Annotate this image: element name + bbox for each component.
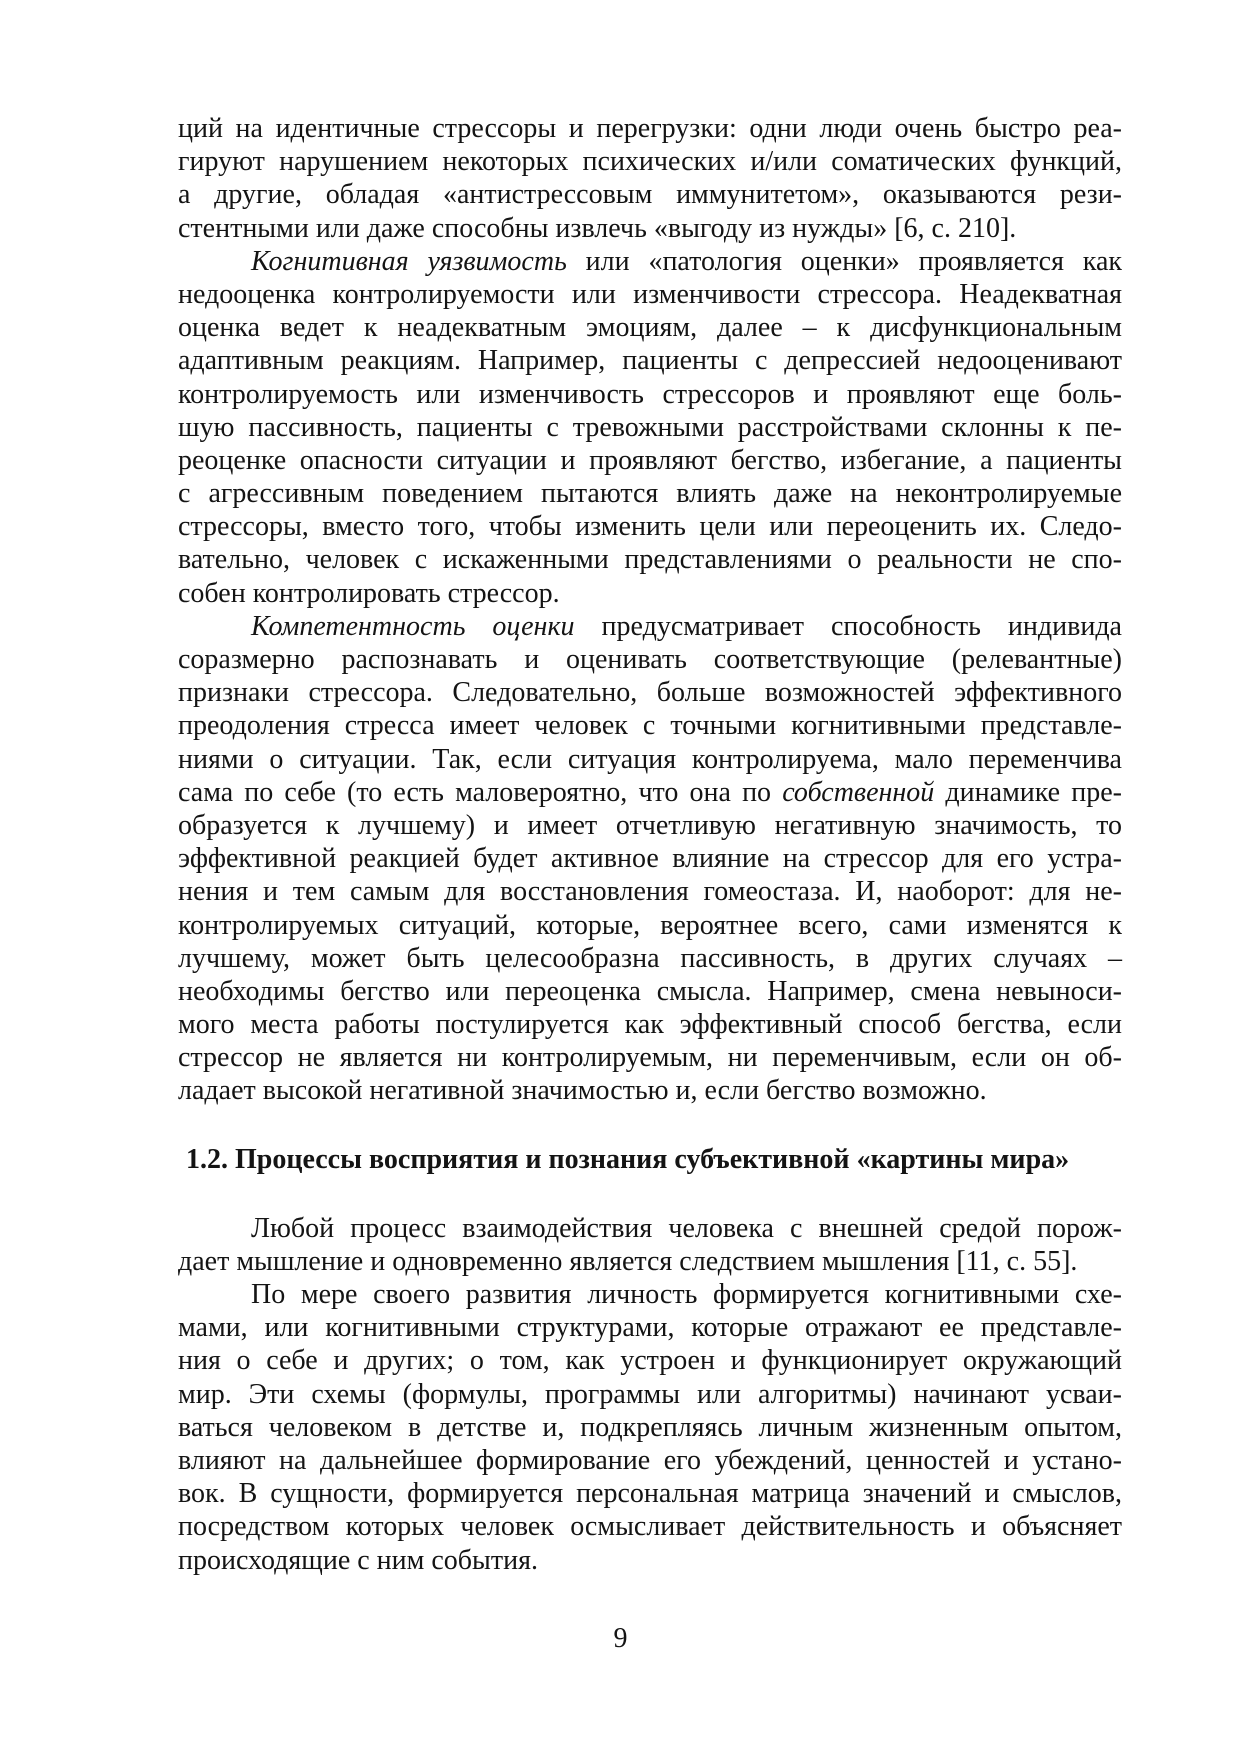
text-line: ваться человеком в детстве и, подкрепляясь личным жизненным опытом, — [178, 1411, 1122, 1443]
text-line: собен контролировать стрессор. — [178, 577, 560, 609]
page-number: 9 — [613, 1623, 628, 1654]
text-line: стрессор не является ни контролируемым, ни переменчивым, если он об- — [178, 1042, 1122, 1074]
text-line: адаптивным реакциям. Например, пациенты с депрессией недооценивают — [178, 345, 1122, 377]
text-line: мир. Эти схемы (формулы, программы или алгоритмы) начинают усваи- — [178, 1378, 1122, 1410]
paragraph — [178, 112, 1122, 245]
text-line: ния о себе и других; о том, как устроен и функционирует окружающий — [178, 1345, 1122, 1377]
text-line: нения и тем самым для восстановления гомеостаза. И, наоборот: для не- — [178, 876, 1122, 908]
text-line — [178, 245, 1122, 278]
paragraph — [178, 1278, 1122, 1577]
text-line: ладает высокой негативной значимостью и, если бегство возможно. — [178, 1075, 987, 1107]
text-line: необходимы бегство или переоценка смысла. Например, смена невыноси- — [178, 975, 1122, 1007]
text-line: Любой процесс взаимодействия человека с внешней средой порож- — [251, 1212, 1122, 1244]
text-line: а другие, обладая «антистрессовым иммунитетом», оказываются рези- — [178, 179, 1122, 211]
text-line: контролируемых ситуаций, которые, вероятнее всего, сами изменятся к — [178, 909, 1122, 941]
text-fragment: динамике пре- — [934, 776, 1122, 808]
text-fragment: сама по себе (то есть маловероятно, что она по — [178, 776, 783, 808]
paragraph — [178, 1212, 1122, 1278]
text-line — [178, 610, 1122, 643]
text-line: дает мышление и одновременно является следствием мышления [11, с. 55]. — [178, 1245, 1078, 1277]
text-line: лучшему, может быть целесообразна пассивность, в других случаях – — [178, 942, 1122, 974]
text-line: шую пассивность, пациенты с тревожными расстройствами склонны к пе- — [178, 411, 1122, 443]
text-line: преодоления стресса имеет человек с точными когнитивными представле- — [178, 710, 1122, 742]
paragraph — [178, 245, 1122, 610]
text-line: влияют на дальнейшее формирование его убеждений, ценностей и устано- — [178, 1444, 1122, 1476]
text-line: вательно, человек с искаженными представлениями о реальности не спо- — [178, 544, 1122, 576]
text-line: эффективной реакцией будет активное влияние на стрессор для его устра- — [178, 843, 1122, 875]
spacer — [178, 1177, 1122, 1212]
text-line: вок. В сущности, формируется персональная матрица значений и смыслов, — [178, 1478, 1122, 1510]
italic-term: Компетентность оценки — [251, 610, 575, 642]
text-line: ций на идентичные стрессоры и перегрузки: одни люди очень быстро реа- — [178, 113, 1122, 144]
text-line: образуется к лучшему) и имеет отчетливую негативную значимость, то — [178, 809, 1122, 841]
text-line: ниями о ситуации. Так, если ситуация контролируема, мало переменчива — [178, 743, 1122, 775]
text-line: стентными или даже способны извлечь «выгоду из нужды» [6, с. 210]. — [178, 212, 1017, 244]
text-line: происходящие с ним события. — [178, 1544, 538, 1576]
text-line: оценка ведет к неадекватным эмоциям, далее – к дисфункциональным — [178, 312, 1122, 344]
text-fragment: или «патология оценки» проявляется как — [566, 245, 1122, 277]
text-line: мого места работы постулируется как эффективный способ бегства, если — [178, 1009, 1122, 1041]
text-line: мами, или когнитивными структурами, которые отражают ее представле- — [178, 1312, 1122, 1344]
text-fragment: предусматривает способность индивида — [574, 610, 1122, 642]
text-line: с агрессивным поведением пытаются влиять даже на неконтролируемые — [178, 478, 1122, 510]
text-line — [178, 776, 1122, 809]
text-line: контролируемость или изменчивость стрессоров и проявляют еще боль- — [178, 378, 1122, 410]
text-line: гируют нарушением некоторых психических и/или соматических функций, — [178, 146, 1122, 178]
paragraph — [178, 610, 1122, 1108]
text-line: По мере своего развития личность формируется когнитивными схе- — [251, 1279, 1122, 1310]
text-line: посредством которых человек осмысливает действительность и объясняет — [178, 1511, 1122, 1543]
italic-term: Когнитивная уязвимость — [251, 245, 567, 277]
text-line: соразмерно распознавать и оценивать соответствующие (релевантные) — [178, 644, 1122, 675]
text-line: признаки стрессора. Следовательно, больше возможностей эффективного — [178, 677, 1122, 709]
italic-term: собственной — [782, 776, 935, 808]
section-heading: 1.2. Процессы восприятия и познания субъективной «картины мира» — [186, 1143, 1070, 1175]
text-line: реоценке опасности ситуации и проявляют бегство, избегание, а пациенты — [178, 444, 1122, 476]
page-body — [178, 112, 1122, 1577]
text-line: стрессоры, вместо того, чтобы изменить цели или переоценить их. Следо- — [178, 511, 1122, 543]
text-line: недооценка контролируемости или изменчивости стрессора. Неадекватная — [178, 278, 1122, 310]
